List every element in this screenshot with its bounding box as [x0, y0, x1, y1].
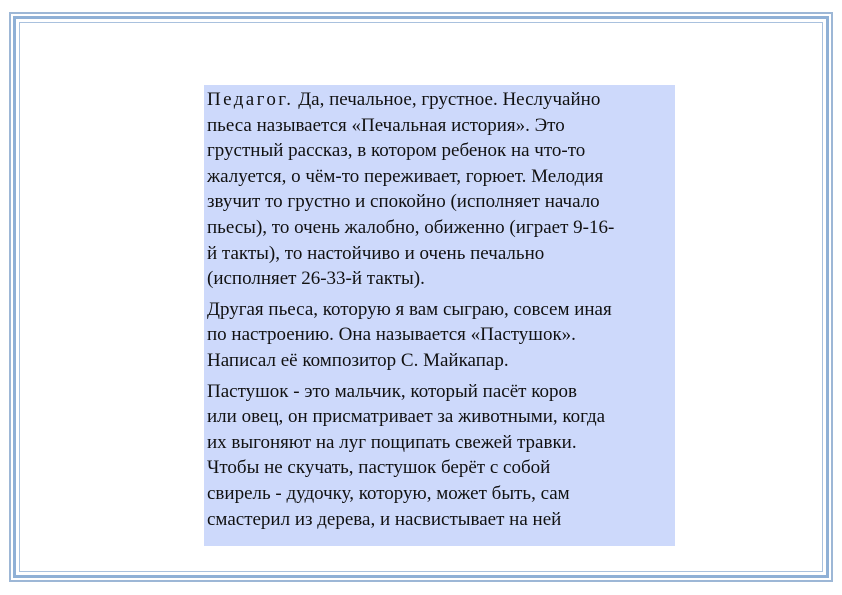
- text-line: Написал её композитор С. Майкапар.: [207, 349, 509, 371]
- paragraph-2: [207, 297, 672, 374]
- text-line: Другая пьеса, которую я вам сыграю, совсем иная: [207, 298, 612, 320]
- text-line: свирель - дудочку, которую, может быть, сам: [207, 482, 570, 504]
- text-line: й такты), то настойчиво и очень печально: [207, 242, 545, 264]
- text-line: или овец, он присматривает за животными, когда: [207, 406, 606, 428]
- text-line: (исполняет 26-33-й такты).: [207, 268, 425, 290]
- text-line: по настроению. Она называется «Пастушок».: [207, 324, 576, 346]
- text-line: смастерил из дерева, и насвистывает на ней: [207, 508, 562, 530]
- text-box: [204, 85, 675, 546]
- paragraph-1: [207, 87, 672, 292]
- text-line: [207, 87, 672, 113]
- text-line: жалуется, о чём-то переживает, горюет. Мелодия: [207, 165, 604, 187]
- text-line: Пастушок - это мальчик, который пасёт коров: [207, 380, 577, 402]
- text-line: грустный рассказ, в котором ребенок на что-то: [207, 140, 586, 162]
- text-line: пьесы), то очень жалобно, обиженно (играет 9-16-: [207, 216, 615, 238]
- text-line: пьеса называется «Печальная история». Это: [207, 114, 565, 136]
- text-line: Чтобы не скучать, пастушок берёт с собой: [207, 457, 551, 479]
- speaker-label: Педагог.: [207, 89, 294, 110]
- text-line: звучит то грустно и спокойно (исполняет начало: [207, 191, 600, 213]
- text-line-content: Да, печальное, грустное. Неслучайно: [298, 89, 601, 110]
- text-line: их выгоняют на луг пощипать свежей травки.: [207, 431, 577, 453]
- paragraph-3: [207, 379, 672, 533]
